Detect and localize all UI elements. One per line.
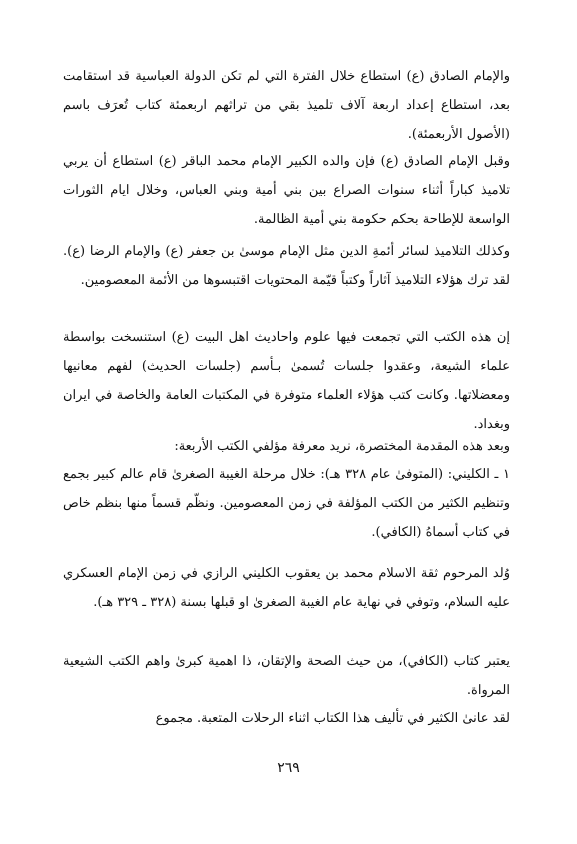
paragraph-kulayni: ١ ـ الكليني: (المتوفىٰ عام ٣٢٨ هـ): خلال مرحلة الغيبة الصغرىٰ قام عالم كبير بجمع وتنظيم الكثير من الكتب المؤلفة في زمن المعصومين. ونظّم قسماً منها بنظم خاص في كتاب أسماهُ (الكافي). xyxy=(63,467,511,540)
paragraph-kulayni-birth: وُلد المرحوم ثقة الاسلام محمد بن يعقوب الكليني الرازي في زمن الإمام العسكري عليه السلام، وتوفي في نهاية عام الغيبة الصغرىٰ او قبلها بسنة (٣٢٨ ـ ٣٢٩ هـ). xyxy=(63,566,510,610)
page-number: ٢٦٩ xyxy=(277,760,300,776)
paragraph-travels: لقد عانىٰ الكثير في تأليف هذا الكتاب اثناء الرحلات المتعبة. مجموع xyxy=(155,711,510,726)
paragraph-kafi-importance: يعتبر كتاب (الكافي)، من حيث الصحة والإتقان، ذا اهمية كبرىٰ واهم الكتب الشيعية المرواة. xyxy=(63,654,510,698)
paragraph-introduction-end: وبعد هذه المقدمة المختصرة، نريد معرفة مؤلفي الكتب الأربعة: xyxy=(174,439,510,454)
paragraph-imam-sadiq: والإمام الصادق (ع) استطاع خلال الفترة التي لم تكن الدولة العباسية قد استقامت بعد، استطاع إعداد اربعة آلاف تلميذ بقي من تراثهم اربعمئة كتاب تُعرَف باسم (الأصول الأربعمئة). xyxy=(63,69,510,142)
paragraph-other-imams-students: وكذلك التلاميذ لسائر أئمةِ الدين مثل الإمام موسىٰ بن جعفر (ع) والإمام الرضا (ع). لقد ترك هؤلاء التلاميذ آثاراً وكتباً قيّمة المحتويات اقتبسوها من الأئمة المعصومين. xyxy=(63,244,510,288)
paragraph-books-copied: إن هذه الكتب التي تجمعت فيها علوم واحاديث اهل البيت (ع) استنسخت بواسطة علماء الشيعة، وعقدوا جلسات تُسمىٰ بـأسم (جلسات الحديث) لفهم معانيها ومعضلاتها. وكانت كتب هؤلاء العلماء متوفرة في المكتبات العامة والخاصة في ايران وبغداد. xyxy=(63,330,510,432)
paragraph-imam-baqir: وقبل الإمام الصادق (ع) فإن والده الكبير الإمام محمد الباقر (ع) استطاع أن يربي تلاميذ كباراً أثناء سنوات الصراع بين بني أمية وبني العباس، وخلال ايام الثورات الواسعة للإطاحة بحكم حكومة بني أمية الظالمة. xyxy=(63,154,510,227)
